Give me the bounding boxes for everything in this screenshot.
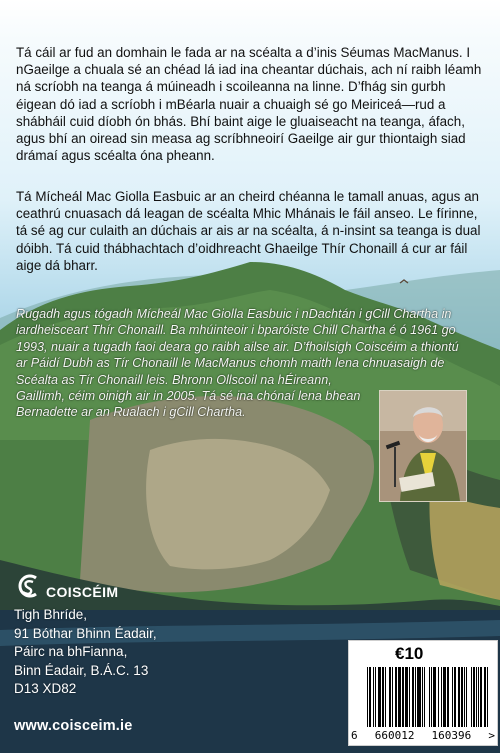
barcode-bar: [420, 667, 421, 727]
bio-line: iardheisceart Thír Chonaill. Ba mhúinteoir i bparóiste Chill Chartha é ó 1961 go: [16, 323, 456, 338]
barcode-bar: [466, 667, 467, 727]
barcode: [367, 667, 488, 727]
address-line: Binn Éadair, B.Á.C. 13: [14, 662, 149, 678]
barcode-bar: [407, 667, 408, 727]
bio-line: Scéalta as Tír Chonaill leis. Bhronn Ollscoil na hÉireann,: [16, 372, 332, 387]
bio-line: ar Páidí Dubh as Tír Chonaill le MacManus chomh maith lena chnuasaigh de: [16, 356, 445, 371]
barcode-bar: [461, 667, 462, 727]
barcode-bar: [370, 667, 371, 727]
barcode-bar: [473, 667, 474, 727]
barcode-bar: [396, 667, 397, 727]
barcode-bar: [454, 667, 455, 727]
barcode-bar: [481, 667, 482, 727]
barcode-bar: [471, 667, 472, 727]
barcode-bar: [434, 667, 435, 727]
barcode-bar: [441, 667, 442, 727]
barcode-bar: [395, 667, 396, 727]
barcode-bar: [405, 667, 406, 727]
barcode-bar: [438, 667, 439, 727]
barcode-bar: [422, 667, 423, 727]
barcode-bar: [478, 667, 479, 727]
barcode-bar: [399, 667, 400, 727]
isbn-digit-group: >: [488, 729, 495, 742]
barcode-bar: [445, 667, 446, 727]
barcode-bar: [400, 667, 401, 727]
barcode-bar: [412, 667, 413, 727]
barcode-bar: [415, 667, 416, 727]
barcode-bar: [447, 667, 448, 727]
barcode-bar: [484, 667, 485, 727]
barcode-bar: [403, 667, 404, 727]
right-cliff-sunlit: [429, 490, 500, 600]
barcode-bar: [462, 667, 463, 727]
address-line: Tigh Bhríde,: [14, 607, 88, 622]
barcode-bar: [402, 667, 403, 727]
barcode-bar: [417, 667, 418, 727]
barcode-bar: [383, 667, 384, 727]
barcode-bar: [464, 667, 465, 727]
barcode-bar: [380, 667, 381, 727]
bio-line: Rugadh agus tógadh Mícheál Mac Giolla Easbuic i nDachtán i gCill Chartha in: [16, 307, 452, 321]
coisceim-logo-icon: [14, 572, 42, 600]
barcode-bar: [367, 667, 368, 727]
barcode-bar: [390, 667, 391, 727]
blurb-paragraph-2: Tá Mícheál Mac Giolla Easbuic ar an cheird chéanna le tamall anuas, agus an ceathrú cnuasach dá leagan de scéalta Mhic Mhánais le fáil anseo. Le fírinne, tá sé ag cur culaith an dúchais ar ais ar na scéalta, á n-insint sa teanga is dual dóibh. Tá cuid thábhachtach d’oidhreacht Ghaeilge Thír Chonaill á cur ar fáil aige dá bharr.: [16, 189, 481, 273]
barcode-bar: [389, 667, 390, 727]
barcode-bar: [429, 667, 430, 727]
address-line: D13 XD82: [14, 681, 77, 697]
author-photo: [379, 390, 467, 502]
address-line: Páirc na bhFianna,: [14, 644, 128, 660]
barcode-bar: [476, 667, 477, 727]
publisher-logo-block: [14, 572, 174, 600]
publisher-website: www.coisceim.ie: [14, 718, 133, 734]
barcode-bar: [485, 667, 486, 727]
barcode-bar: [379, 667, 380, 727]
barcode-bar: [406, 667, 407, 727]
barcode-bar: [480, 667, 481, 727]
barcode-bar: [455, 667, 456, 727]
isbn-number: [351, 729, 495, 742]
barcode-bar: [375, 667, 376, 727]
barcode-bar: [419, 667, 420, 727]
price-label: €10: [395, 644, 424, 663]
barcode-bar: [382, 667, 383, 727]
barcode-bar: [398, 667, 399, 727]
barcode-bar: [385, 667, 386, 727]
barcode-bar: [474, 667, 475, 727]
barcode-bar: [444, 667, 445, 727]
barcode-bar: [443, 667, 444, 727]
author-portrait-illustration: [380, 391, 466, 501]
barcode-bar: [369, 667, 370, 727]
barcode-bar: [487, 667, 488, 727]
blurb-paragraph-1: Tá cáil ar fud an domhain le fada ar na scéalta a d’inis Séumas MacManus. I nGaeilge a chuala sé an chéad lá iad ina cheantar dúchais, ach ní raibh léamh ná scríobh na teanga á múineadh i scoileanna na linne. D’fhág sin gurbh éigean dó iad a scríobh i mBéarla nuair a chuaigh sé go Meiriceá—rud a shábháil cuid díobh ón bhás. Bhí baint aige le gluaiseacht na teanga, áfach, agus bhí an oiread sin measa ag scríbhneoirí Gaeilge air gur thiontaigh siad drámaí agus scéalta óna pheann.: [16, 45, 482, 164]
barcode-bar: [458, 667, 459, 727]
barcode-bar: [413, 667, 414, 727]
barcode-bar: [409, 667, 410, 727]
barcode-bar: [433, 667, 434, 727]
barcode-bar: [373, 667, 374, 727]
isbn-digit-group: 160396: [431, 729, 472, 742]
barcode-bar: [459, 667, 460, 727]
barcode-label: [348, 640, 498, 746]
bio-line: 1993, nuair a tugadh faoi deara go raibh ailse air. D’fhoilsigh Coiscéim a thiontú: [16, 339, 459, 354]
publisher-address: [14, 606, 157, 699]
barcode-bar: [452, 667, 453, 727]
barcode-bar: [448, 667, 449, 727]
barcode-bar: [424, 667, 425, 727]
isbn-digit-group: 660012: [374, 729, 415, 742]
barcode-bar: [418, 667, 419, 727]
barcode-bar: [431, 667, 432, 727]
barcode-bar: [392, 667, 393, 727]
barcode-bar: [378, 667, 379, 727]
isbn-digit-group: 6: [351, 729, 358, 742]
barcode-bar: [435, 667, 436, 727]
publisher-name: COISCÉIM: [46, 584, 119, 600]
bio-line: Bernadette ar an Rualach i gCill Chartha.: [16, 405, 246, 420]
address-line: 91 Bóthar Bhinn Éadair,: [14, 625, 157, 641]
bio-line: Gaillimh, céim oinigh air in 2005. Tá sé ina chónaí lena bhean: [16, 389, 361, 404]
